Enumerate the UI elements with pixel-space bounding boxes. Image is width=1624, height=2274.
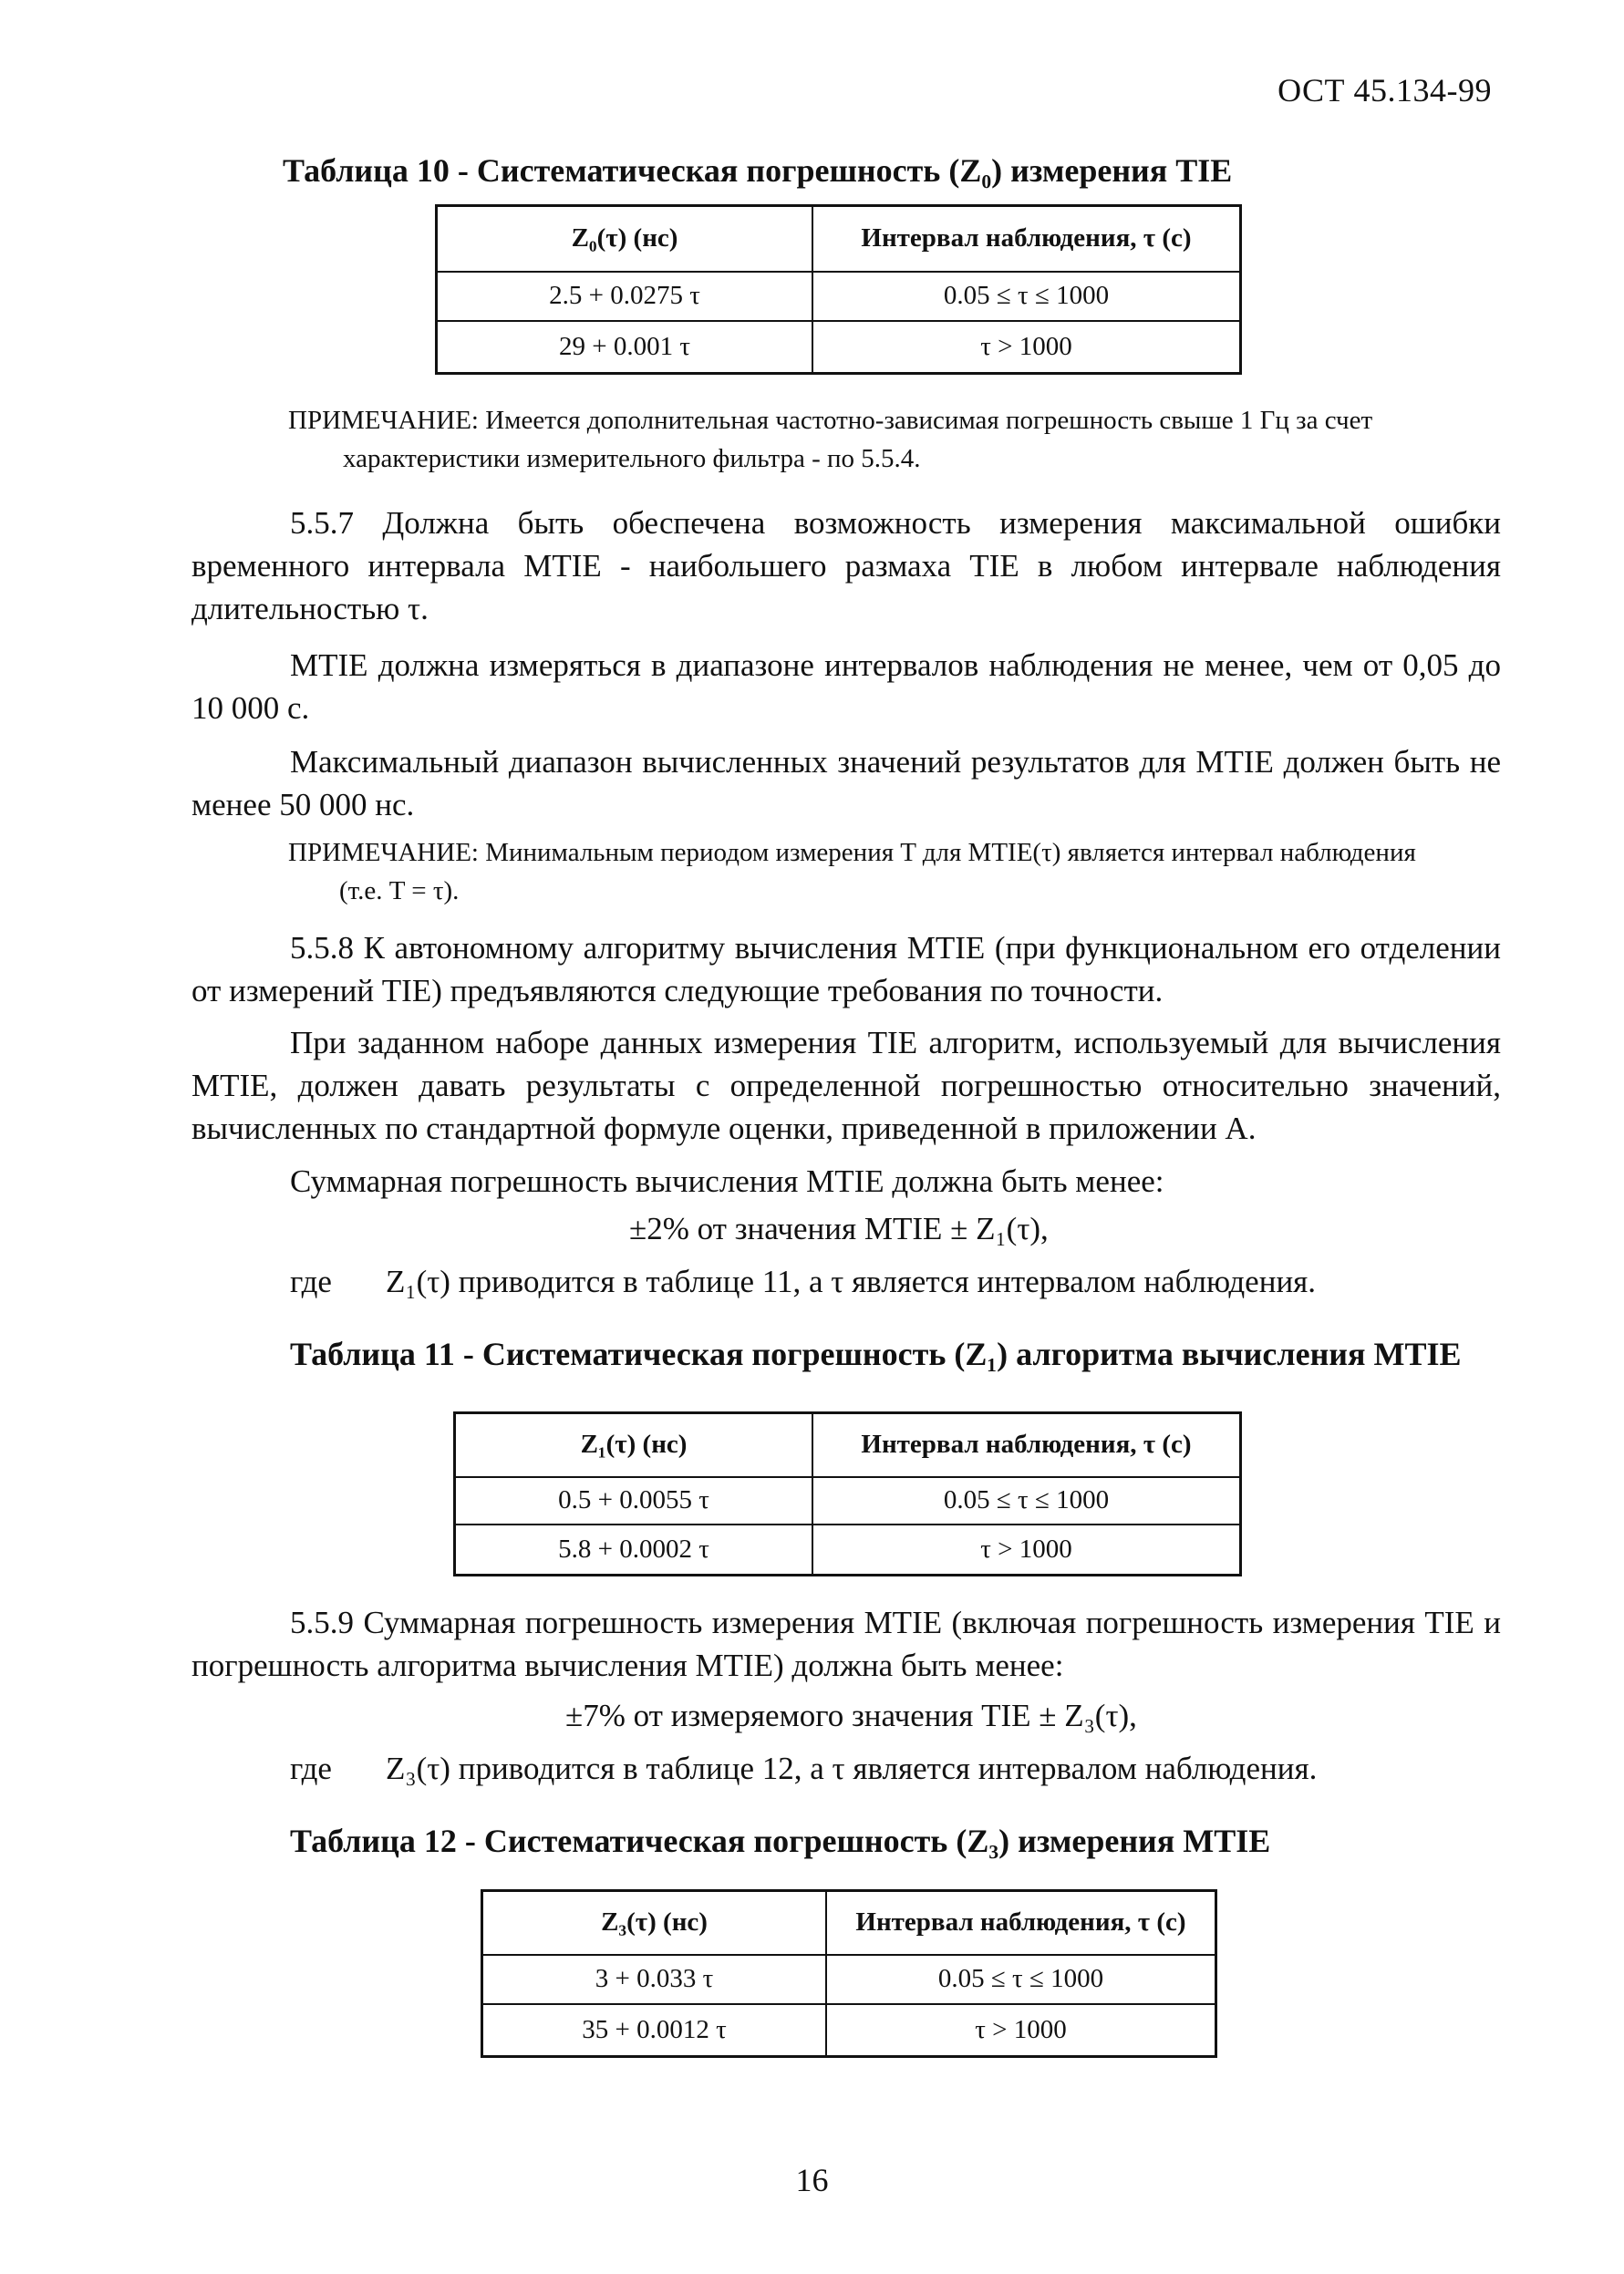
note-line: характеристики измерительного фильтра - по 5.5.4. — [343, 444, 921, 473]
table-row — [437, 272, 1241, 321]
table10-title: Таблица 10 - Систематическая погрешность (Z₀) измерения TIE — [283, 152, 1233, 189]
table10-col-header: Интервал наблюдения, τ (с) — [812, 206, 1241, 272]
table-row — [437, 321, 1241, 374]
where-z1 — [290, 1264, 1316, 1300]
table-cell: 29 + 0.001 τ — [437, 321, 813, 374]
paragraph-total-error: Суммарная погрешность вычисления MTIE должна быть менее: — [290, 1163, 1164, 1199]
paragraph-5-5-9: 5.5.9 Суммарная погрешность измерения MTIE (включая погрешность измерения TIE и погрешность алгоритма вычисления MTIE) должна быть менее: — [191, 1605, 1501, 1683]
where-word: где — [290, 1751, 332, 1786]
table11 — [453, 1411, 1242, 1576]
table-row — [482, 1955, 1216, 2004]
table-cell: 0.05 ≤ τ ≤ 1000 — [826, 1955, 1216, 2004]
formula-tie-7pct: ±7% от измеряемого значения TIE ± Z₃(τ), — [565, 1698, 1137, 1733]
table-row — [455, 1477, 1241, 1525]
note-filter — [288, 401, 1501, 478]
where-text: Z₁(τ) приводится в таблице 11, а τ является интервалом наблюдения. — [386, 1264, 1317, 1299]
where-word: где — [290, 1264, 332, 1299]
table11-col-header: Z₁(τ) (нс) — [455, 1413, 813, 1477]
table-cell: 35 + 0.0012 τ — [482, 2004, 827, 2057]
where-z3 — [290, 1751, 1317, 1787]
note-line: (т.е. T = τ). — [339, 876, 460, 905]
table-cell: 3 + 0.033 τ — [482, 1955, 827, 2004]
table-cell: τ > 1000 — [812, 321, 1241, 374]
note-line: ПРИМЕЧАНИЕ: Минимальным периодом измерения T для MTIE(τ) является интервал наблюдения — [288, 838, 1416, 867]
table12 — [481, 1889, 1217, 2058]
table11-col-header: Интервал наблюдения, τ (с) — [812, 1413, 1241, 1477]
table-cell: τ > 1000 — [812, 1525, 1241, 1576]
note-line: ПРИМЕЧАНИЕ: Имеется дополнительная частотно-зависимая погрешность свыше 1 Гц за счет — [288, 406, 1373, 435]
note-period — [288, 833, 1501, 910]
table-cell: 0.5 + 0.0055 τ — [455, 1477, 813, 1525]
paragraph-mtie-range: MTIE должна измеряться в диапазоне интервалов наблюдения не менее, чем от 0,05 до 10 000 с. — [191, 647, 1501, 726]
paragraph-algorithm: При заданном наборе данных измерения TIE алгоритм, используемый для вычисления MTIE, должен давать результаты с определенной погрешностью относительно значений, вычисленных по стандартной формуле оценки, приведенной в приложении А. — [191, 1025, 1501, 1146]
paragraph-mtie-max: Максимальный диапазон вычисленных значений результатов для MTIE должен быть не менее 50 000 нс. — [191, 744, 1501, 822]
table-cell: 0.05 ≤ τ ≤ 1000 — [812, 272, 1241, 321]
table11-title: Таблица 11 - Систематическая погрешность (Z₁) алгоритма вычисления MTIE — [290, 1336, 1462, 1372]
table-cell: τ > 1000 — [826, 2004, 1216, 2057]
table-row — [455, 1525, 1241, 1576]
paragraph-5-5-7: 5.5.7 Должна быть обеспечена возможность измерения максимальной ошибки временного интервала MTIE - наибольшего размаха TIE в любом интервале наблюдения длительностью τ. — [191, 505, 1501, 626]
table-row — [482, 2004, 1216, 2057]
table-cell: 5.8 + 0.0002 τ — [455, 1525, 813, 1576]
table12-col-header: Z₃(τ) (нс) — [482, 1891, 827, 1955]
formula-mtie-2pct: ±2% от значения MTIE ± Z₁(τ), — [629, 1211, 1049, 1246]
standard-code: ОСТ 45.134-99 — [1277, 72, 1492, 109]
table12-col-header: Интервал наблюдения, τ (с) — [826, 1891, 1216, 1955]
paragraph-5-5-8: 5.5.8 К автономному алгоритму вычисления MTIE (при функциональном его отделении от измерений TIE) предъявляются следующие требования по точности. — [191, 930, 1501, 1008]
page-number: 16 — [795, 2162, 829, 2198]
table-cell: 2.5 + 0.0275 τ — [437, 272, 813, 321]
table-cell: 0.05 ≤ τ ≤ 1000 — [812, 1477, 1241, 1525]
table12-title: Таблица 12 - Систематическая погрешность (Z₃) измерения MTIE — [290, 1823, 1271, 1859]
where-text: Z₃(τ) приводится в таблице 12, а τ является интервалом наблюдения. — [386, 1751, 1318, 1786]
table10 — [435, 204, 1242, 375]
table10-col-header: Z₀(τ) (нс) — [437, 206, 813, 272]
